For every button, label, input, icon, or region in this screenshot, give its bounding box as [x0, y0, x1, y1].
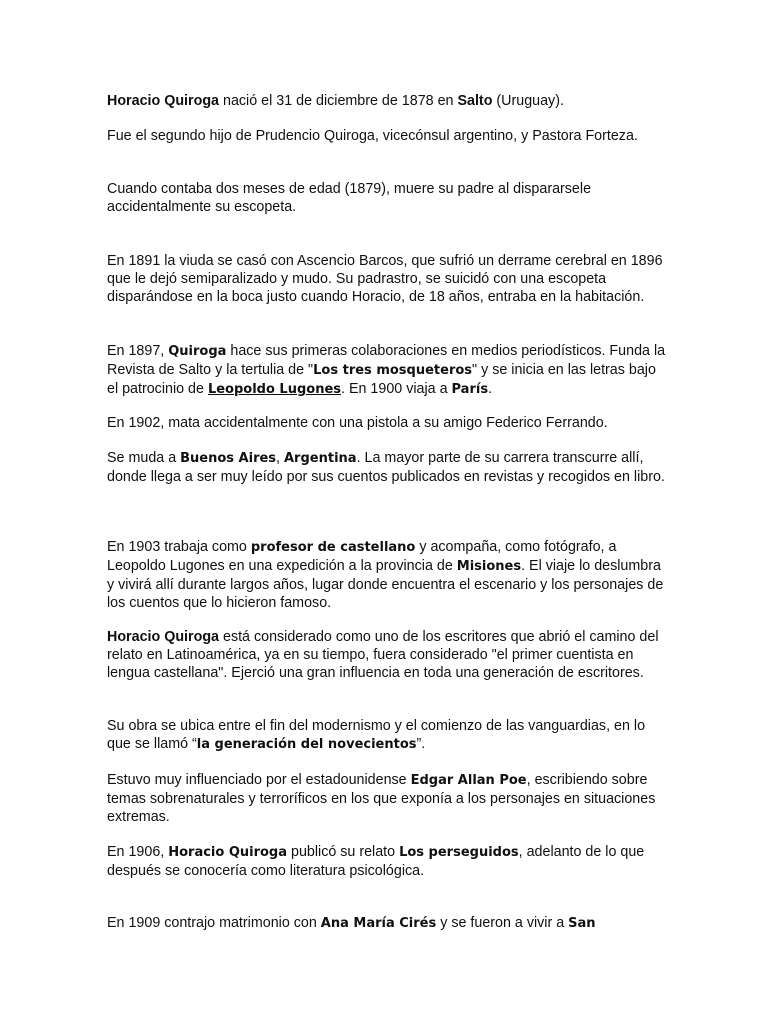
text-run: Fue el segundo hijo de Prudencio Quiroga, vicecónsul argentino, y Pastora Forteza.	[107, 128, 638, 144]
text-run: ”.	[416, 736, 426, 752]
emphasis-text: Misiones	[456, 559, 522, 574]
text-run: hace sus primeras colaboraciones en medios periodísticos. Funda la Revista de Salto y la tertulia de "	[107, 343, 666, 378]
emphasis-text: la generación del novecientos	[196, 737, 417, 752]
text-run: Estuvo muy influenciado por el estadounidense	[107, 772, 411, 788]
emphasis-text: Leopoldo Lugones	[207, 382, 342, 397]
text-run: En 1902, mata accidentalmente con una pistola a su amigo Federico Ferrando.	[107, 415, 608, 431]
paragraph	[107, 92, 667, 110]
emphasis-text: Los perseguidos	[399, 845, 519, 860]
paragraph	[107, 127, 667, 145]
paragraph	[107, 252, 667, 306]
emphasis-text: Buenos Aires	[180, 451, 277, 466]
text-run: nació el 31 de diciembre de 1878 en	[219, 93, 458, 109]
text-run: En 1897,	[107, 343, 169, 359]
paragraph	[107, 414, 667, 432]
text-run: En 1903 trabaja como	[107, 539, 251, 555]
text-run: publicó su relato	[287, 844, 400, 860]
paragraph	[107, 449, 667, 486]
emphasis-text: Horacio Quiroga	[107, 93, 220, 109]
emphasis-text: Ana María Cirés	[320, 916, 437, 931]
text-run: , adelanto de lo que después se conocería como literatura psicológica.	[107, 844, 645, 879]
emphasis-text: Horacio Quiroga	[107, 629, 220, 645]
emphasis-text: Los tres mosqueteros	[313, 363, 473, 378]
paragraph	[107, 914, 667, 933]
text-run: ,	[276, 450, 284, 466]
text-run: En 1891 la viuda se casó con Ascencio Barcos, que sufrió un derrame cerebral en 1896 que le dejó semiparalizado y mudo. Su padrastro, se suicidó con una escopeta disparándose en la boca justo cuando Horacio, de 18 años, entraba en la habitación.	[107, 253, 663, 305]
text-run: " y se inicia en las letras bajo el patrocinio de	[107, 362, 656, 397]
text-run: y acompaña, como fotógrafo, a Leopoldo Lugones en una expedición a la provincia de	[107, 539, 617, 574]
emphasis-text: Salto	[457, 93, 493, 109]
emphasis-text: Horacio Quiroga	[168, 845, 288, 860]
text-run: (Uruguay).	[492, 93, 564, 109]
paragraph	[107, 843, 667, 880]
text-run: .	[488, 381, 493, 397]
paragraph	[107, 717, 667, 754]
text-run: Su obra se ubica entre el fin del modernismo y el comienzo de las vanguardias, en lo que se llamó “	[107, 718, 646, 752]
text-run: está considerado como uno de los escritores que abrió el camino del relato en Latinoamérica, ya en su tiempo, fuera considerado "el primer cuentista en lengua castellana". Ejerció una gran influencia en toda una generación de escritores.	[107, 629, 659, 681]
text-run: . La mayor parte de su carrera transcurre allí, donde llega a ser muy leído por sus cuentos publicados en revistas y recogidos en libro.	[107, 450, 665, 485]
paragraph	[107, 538, 667, 612]
paragraph	[107, 342, 667, 399]
emphasis-text: Edgar Allan Poe	[410, 773, 527, 788]
text-run: , escribiendo sobre temas sobrenaturales y terroríficos en los que exponía a los personajes en situaciones extremas.	[107, 772, 656, 825]
text-run: En 1906,	[107, 844, 169, 860]
text-run: . El viaje lo deslumbra y vivirá allí durante largos años, lugar donde encuentra el escenario y los personajes de los cuentos que lo hicieron famoso.	[107, 558, 664, 611]
text-run: y se fueron a vivir a	[436, 915, 569, 931]
text-run: Se muda a	[107, 450, 181, 466]
emphasis-text: Argentina	[284, 451, 357, 466]
emphasis-text: profesor de castellano	[250, 540, 416, 555]
paragraph	[107, 180, 667, 216]
text-run: Cuando contaba dos meses de edad (1879), muere su padre al dispararsele accidentalmente su escopeta.	[107, 181, 592, 215]
paragraph	[107, 628, 667, 682]
emphasis-text: San	[568, 916, 596, 931]
paragraph	[107, 771, 667, 826]
text-run: En 1909 contrajo matrimonio con	[107, 915, 321, 931]
emphasis-text: París	[451, 382, 489, 397]
text-run: . En 1900 viaja a	[341, 381, 452, 397]
emphasis-text: Quiroga	[168, 344, 227, 359]
